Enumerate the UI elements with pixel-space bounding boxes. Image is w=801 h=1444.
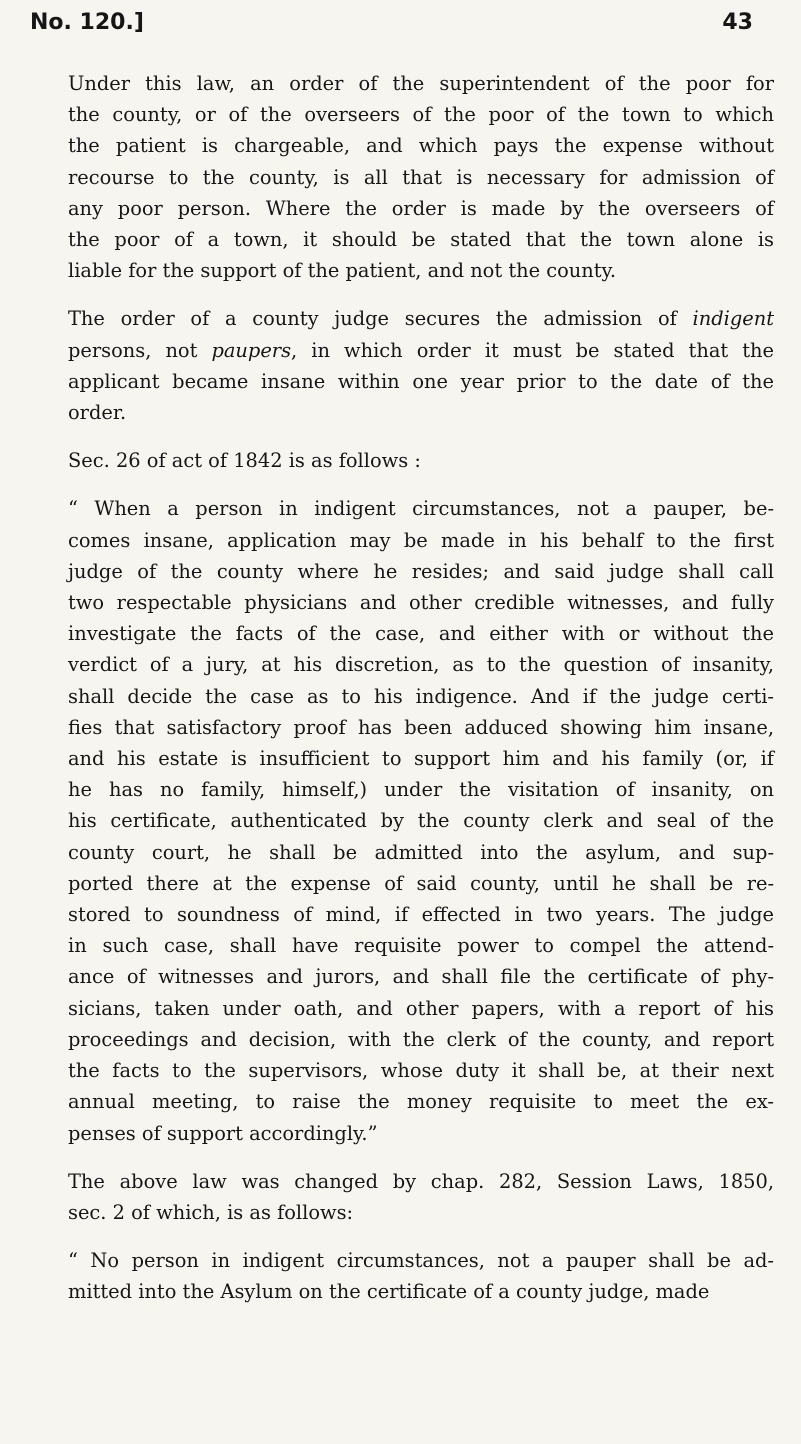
text-line: stored to soundness of mind, if effected in two years. The judge: [68, 903, 774, 927]
text-line: proceedings and decision, with the clerk of the county, and report: [68, 1027, 774, 1051]
text-line: annual meeting, to raise the money requisite to meet the ex-: [68, 1090, 774, 1114]
text-line: any poor person. Where the order is made by the overseers of: [68, 196, 774, 220]
text-line: sec. 2 of which, is as follows:: [68, 1200, 354, 1224]
paragraph-gap: [68, 476, 774, 493]
text-line: the patient is chargeable, and which pays the expense without: [68, 134, 774, 158]
paragraph-gap: [68, 428, 774, 445]
text-line: verdict of a jury, at his discretion, as to the question of insanity,: [68, 653, 774, 677]
text-line: comes insane, application may be made in his behalf to the first: [68, 528, 774, 552]
text-segment: The order of a county judge secures the admission of: [68, 307, 693, 331]
paragraph: [68, 303, 774, 428]
paragraph-gap: [68, 286, 774, 303]
paragraph: [68, 445, 774, 476]
text-line: sicians, taken under oath, and other papers, with a report of his: [68, 996, 774, 1020]
text-line: “ When a person in indigent circumstances, not a pauper, be-: [68, 497, 774, 521]
text-line: and his estate is insufficient to support him and his family (or, if: [68, 747, 774, 771]
emphasized-text: indigent: [692, 307, 774, 331]
text-line: ported there at the expense of said county, until he shall be re-: [68, 871, 774, 895]
page-header: [30, 10, 753, 35]
emphasized-text: paupers: [211, 338, 292, 362]
text-line: shall decide the case as to his indigence. And if the judge certi-: [68, 684, 774, 708]
body-text: [68, 68, 774, 1308]
text-segment: , in which order it must be stated that the: [291, 338, 774, 362]
text-line: order.: [68, 401, 127, 425]
text-line: the facts to the supervisors, whose duty it shall be, at their next: [68, 1059, 774, 1083]
paragraph: [68, 1166, 774, 1228]
text-line: his certificate, authenticated by the county clerk and seal of the: [68, 809, 774, 833]
text-line: the poor of a town, it should be stated that the town alone is: [68, 228, 774, 252]
text-line: recourse to the county, is all that is necessary for admission of: [68, 165, 774, 189]
text-line: Sec. 26 of act of 1842 is as follows :: [68, 449, 421, 473]
text-line: [68, 335, 774, 366]
paragraph-gap: [68, 1228, 774, 1245]
text-line: investigate the facts of the case, and either with or without the: [68, 622, 774, 646]
text-line: mitted into the Asylum on the certificate of a county judge, made: [68, 1280, 710, 1304]
text-line: applicant became insane within one year prior to the date of the: [68, 369, 774, 393]
text-segment: persons, not: [68, 338, 212, 362]
text-line: the county, or of the overseers of the poor of the town to which: [68, 103, 774, 127]
text-line: he has no family, himself,) under the visitation of insanity, on: [68, 778, 774, 802]
text-line: ance of witnesses and jurors, and shall file the certificate of phy-: [68, 965, 774, 989]
paragraph: [68, 493, 774, 1148]
text-line: “ No person in indigent circumstances, not a pauper shall be ad-: [68, 1249, 774, 1273]
text-line: penses of support accordingly.”: [68, 1121, 378, 1145]
paragraph: [68, 68, 774, 286]
text-line: two respectable physicians and other credible witnesses, and fully: [68, 591, 774, 615]
text-line: in such case, shall have requisite power to compel the attend-: [68, 934, 774, 958]
paragraph-gap: [68, 1149, 774, 1166]
text-line: fies that satisfactory proof has been adduced showing him insane,: [68, 715, 774, 739]
text-line: liable for the support of the patient, and not the county.: [68, 259, 617, 283]
text-line: county court, he shall be admitted into the asylum, and sup-: [68, 840, 774, 864]
text-line: judge of the county where he resides; and said judge shall call: [68, 559, 774, 583]
paragraph: [68, 1245, 774, 1307]
text-line: The above law was changed by chap. 282, Session Laws, 1850,: [68, 1169, 774, 1193]
text-line: Under this law, an order of the superintendent of the poor for: [68, 72, 774, 95]
running-head: No. 120.]: [30, 10, 144, 35]
page-number: 43: [722, 10, 753, 35]
text-line: [68, 303, 774, 334]
